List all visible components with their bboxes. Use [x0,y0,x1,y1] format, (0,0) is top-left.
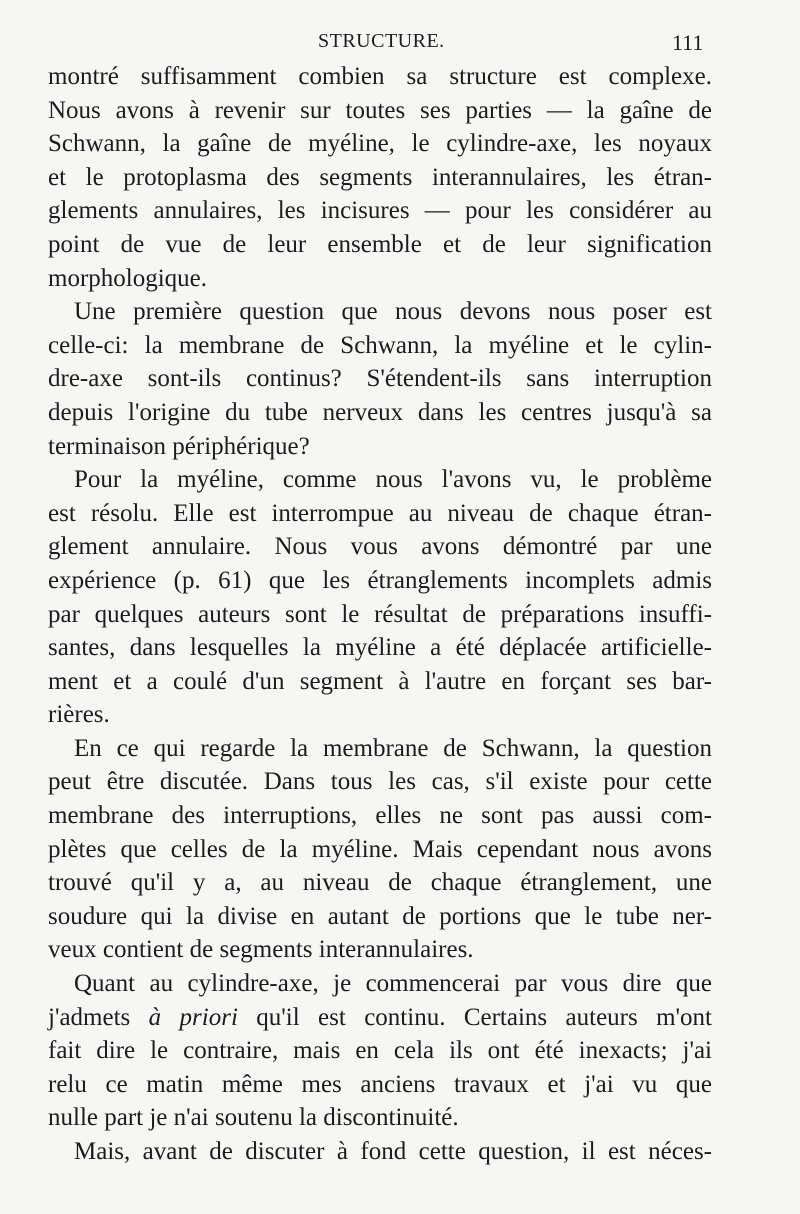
text-line: fait dire le contraire, mais en cela ils ont été inexacts; j'ai [48,1037,712,1065]
text-line: Une première question que nous devons nous poser est [74,298,712,326]
text-line: terminaison périphérique? [48,432,310,460]
paragraph-4 [48,732,712,967]
paragraph-3 [48,463,712,732]
text-line: nulle part je n'ai soutenu la discontinuité. [48,1104,459,1132]
text-line: membrane des interruptions, elles ne sont pas aussi com- [48,802,712,830]
text-line: Mais, avant de discuter à fond cette question, il est néces- [74,1138,712,1165]
text-line: santes, dans lesquelles la myéline a été déplacée artificielle- [48,634,712,662]
text-line: trouvé qu'il y a, au niveau de chaque étranglement, une [48,869,712,897]
paragraph-1 [48,60,712,295]
emphasis-text: à priori [148,1003,238,1031]
text-line: glement annulaire. Nous vous avons démontré par une [48,533,712,561]
text-line: veux contient de segments interannulaires. [48,936,474,964]
text-run: qu'il est continu. Certains auteurs m'ont [237,1003,712,1031]
page-number: 111 [672,30,704,55]
paragraph-5 [48,967,712,1135]
paragraph-6 [48,1135,712,1169]
text-line: rières. [48,701,110,729]
text-line: morphologique. [48,264,208,292]
text-line: depuis l'origine du tube nerveux dans les centres jusqu'à sa [48,398,712,426]
text-line: En ce qui regarde la membrane de Schwann, la question [74,734,712,762]
text-line: expérience (p. 61) que les étranglements incomplets admis [48,566,712,594]
text-line: par quelques auteurs sont le résultat de préparations insuffi- [48,600,712,628]
text-line: dre-axe sont-ils continus? S'étendent-ils sans interruption [48,365,712,393]
text-line: celle-ci: la membrane de Schwann, la myéline et le cylin- [48,331,712,359]
running-title: STRUCTURE. [318,30,445,52]
text-line: peut être discutée. Dans tous les cas, s'il existe pour cette [48,768,712,796]
text-line: Quant au cylindre-axe, je commencerai par vous dire que [74,970,712,998]
page-header [0,30,800,60]
text-line: point de vue de leur ensemble et de leur signification [48,230,712,258]
text-run: j'admets [48,1003,149,1031]
text-line: Nous avons à revenir sur toutes ses parties — la gaîne de [48,96,712,124]
text-line: glements annulaires, les incisures — pour les considérer au [48,197,712,225]
paragraph-2 [48,295,712,463]
body-text [48,60,712,1169]
text-line: est résolu. Elle est interrompue au niveau de chaque étran- [48,499,712,527]
text-line: Pour la myéline, comme nous l'avons vu, le problème [74,466,712,494]
text-line: Schwann, la gaîne de myéline, le cylindre-axe, les noyaux [48,130,712,158]
text-line: montré suffisamment combien sa structure est complexe. [48,63,712,90]
text-line: relu ce matin même mes anciens travaux et j'ai vu que [48,1070,712,1098]
text-line: et le protoplasma des segments interannulaires, les étran- [48,163,712,191]
text-line: ment et a coulé d'un segment à l'autre en forçant ses bar- [48,667,712,695]
text-line: plètes que celles de la myéline. Mais cependant nous avons [48,835,712,863]
text-line-with-emphasis [48,1001,712,1035]
text-line: soudure qui la divise en autant de portions que le tube ner- [48,902,712,930]
